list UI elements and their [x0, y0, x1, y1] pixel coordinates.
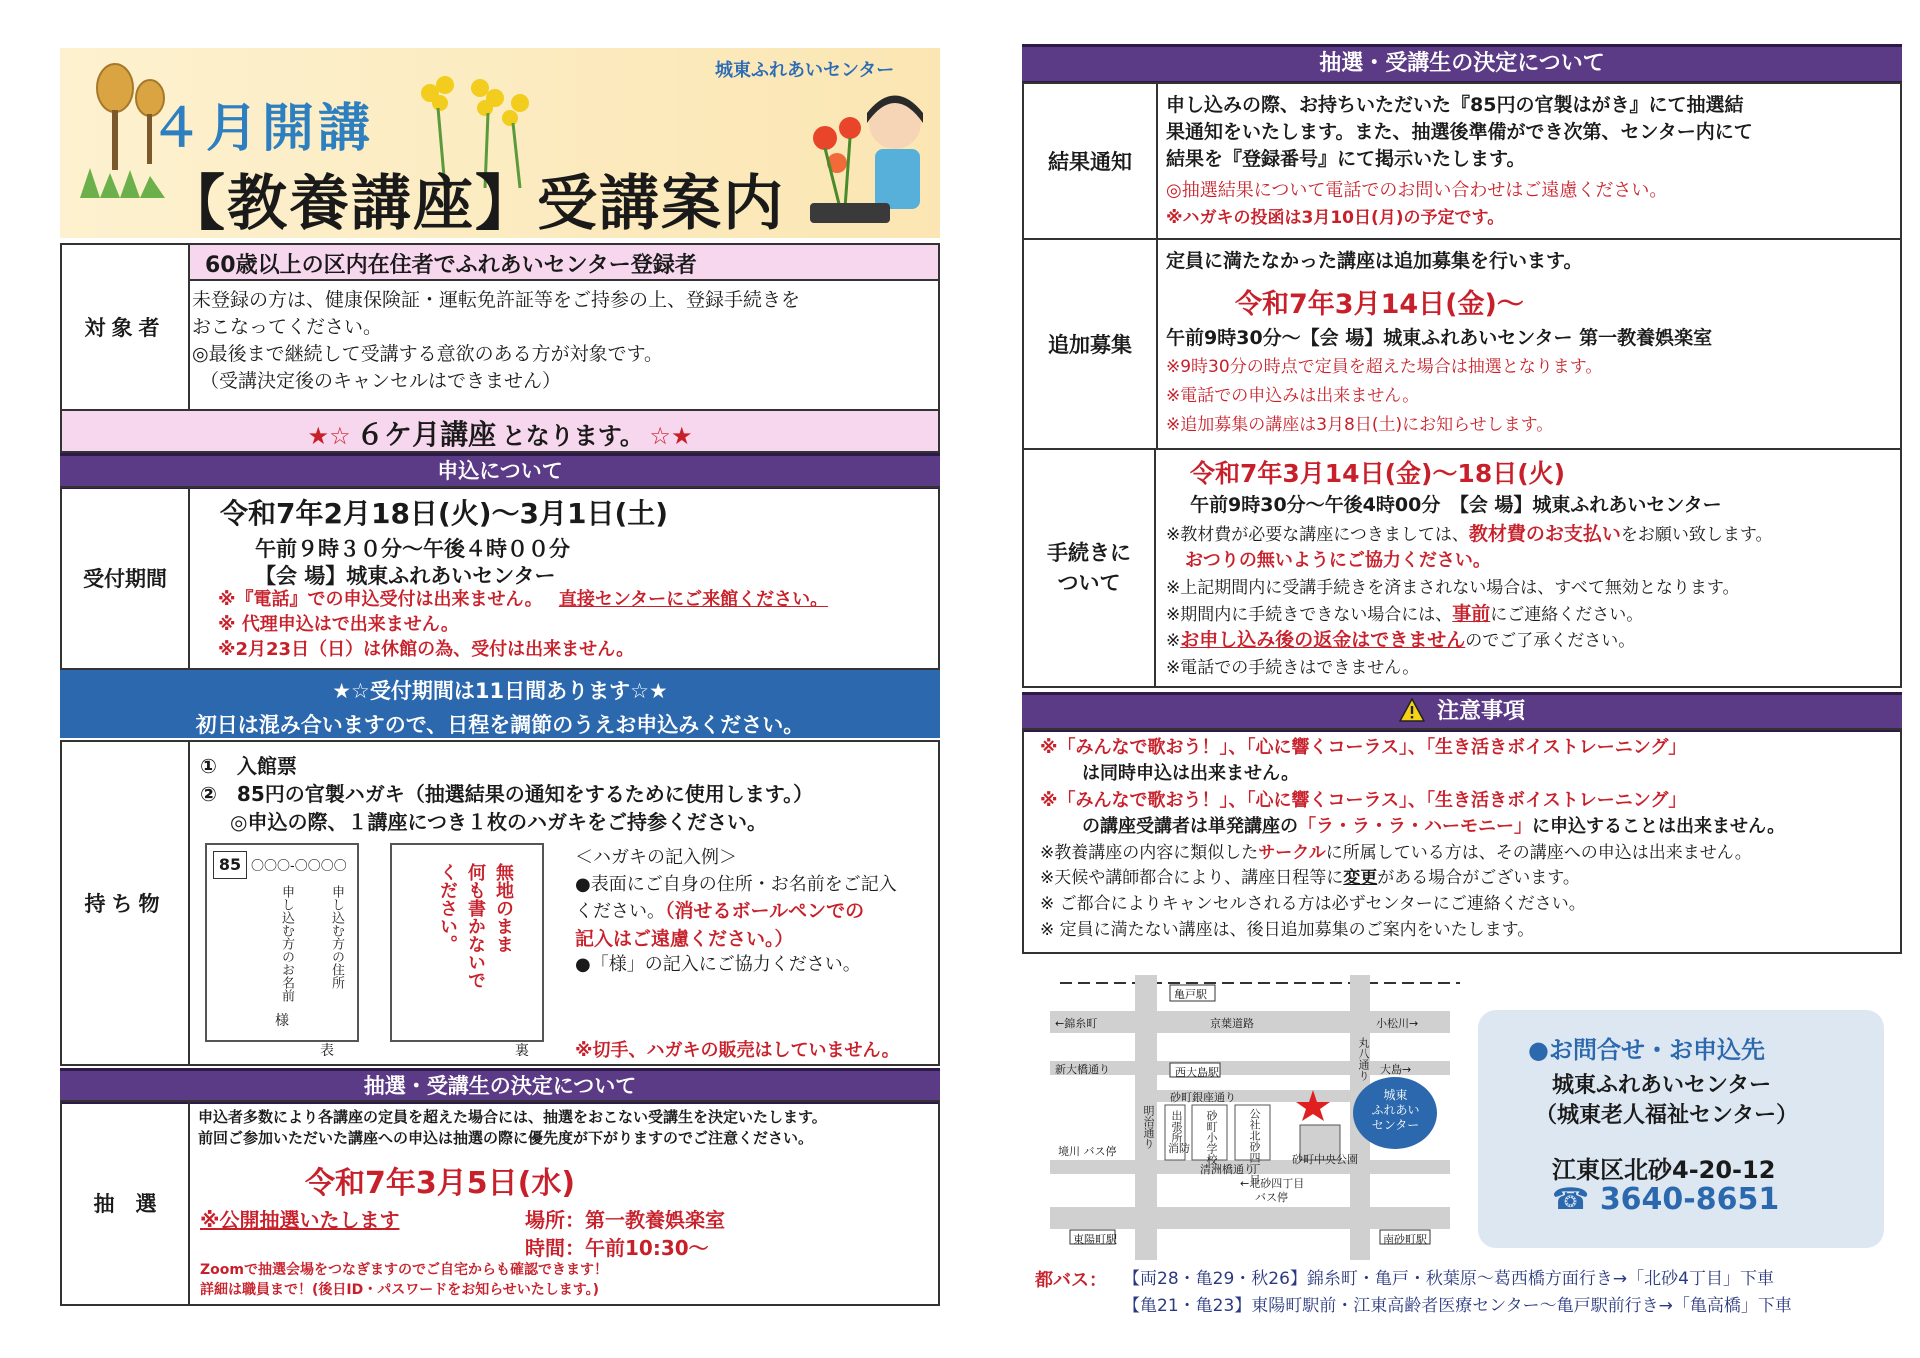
lottery-date: 令和7年3月5日(水)	[305, 1166, 576, 1201]
bus-label: 都バス：	[1035, 1270, 1107, 1291]
six-month-text	[60, 413, 940, 453]
additional-time-venue: 午前9時30分～【会 場】城東ふれあいセンター 第一教養娯楽室	[1166, 327, 1713, 349]
application-time: 午前９時３０分～午後４時００分	[255, 537, 570, 561]
map-nishi-ojima: 西大島駅	[1175, 1066, 1219, 1079]
title-april-start: ４月開講	[150, 99, 375, 159]
item-entry-card: ① 入館票	[200, 754, 297, 778]
page-title: 【教養講座】受講案内	[165, 169, 785, 239]
additional-date: 令和7年3月14日(金)～	[1235, 289, 1524, 320]
six-month-suffix: となります。	[501, 422, 644, 450]
map-sunamachi-school: 砂町小学校	[1205, 1110, 1218, 1165]
caution-line-6	[1040, 866, 1580, 891]
caution-6-suffix: がある場合がございます。	[1377, 868, 1580, 888]
additional-label: 追加募集	[1024, 240, 1158, 448]
caution-line-3: ※「みんなで歌おう！」、「心に響くコーラス」、「生き活きボイストレーニング」	[1040, 790, 1687, 811]
procedure-refund-note	[1166, 628, 1635, 654]
caution-line-1: ※「みんなで歌おう！」、「心に響くコーラス」、「生き活きボイストレーニング」	[1040, 737, 1687, 758]
caution-line-4	[1082, 814, 1785, 840]
header-banner	[60, 48, 940, 238]
result-line-4: ◎抽選結果について電話でのお問い合わせはご遠慮ください。	[1166, 180, 1668, 201]
lottery-time: 時間：午前10:30～	[525, 1236, 709, 1260]
map-kameido-station: 亀戸駅	[1174, 988, 1207, 1001]
map-center-line-3: センター	[1371, 1118, 1420, 1132]
postcard-zip: 〇〇〇-〇〇〇〇	[251, 859, 347, 874]
contact-title: ●お問合せ・お申込先	[1528, 1036, 1765, 1064]
procedure-time-venue: 午前9時30分～午後4時00分 【会 場】城東ふれあいセンター	[1190, 494, 1722, 516]
center-name: 城東ふれあいセンター	[715, 60, 895, 81]
postcard-example-2	[575, 898, 864, 925]
contact-address: 江東区北砂4-20-12	[1552, 1156, 1776, 1184]
caution-bar	[1022, 692, 1902, 732]
postcard-back-text-2: 何も書かないで	[465, 863, 486, 989]
access-map	[1040, 975, 1460, 1260]
woman-ikebana-icon	[795, 83, 940, 233]
result-line-3: 結果を『登録番号』にて掲示いたします。	[1166, 148, 1526, 170]
fee-note-suffix: をお願い致します。	[1620, 525, 1773, 545]
advance-note-suffix: にご連絡ください。	[1490, 605, 1644, 625]
eligibility-line-3: ◎最後まで継続して受講する意欲のある方が対象です。	[192, 343, 664, 365]
postcard-back-text-1: 無地のまま	[493, 863, 514, 953]
map-center-label	[1358, 1088, 1433, 1133]
map-komatsugawa: 小松川→	[1376, 1017, 1419, 1030]
right-lottery-bar: 抽選・受講生の決定について	[1022, 44, 1902, 84]
result-label: 結果通知	[1024, 84, 1158, 238]
caution-4-red: 「ラ・ラ・ラ・ハーモニー」	[1298, 816, 1532, 837]
map-kiyosu-road: 清洲橋通り	[1200, 1163, 1255, 1176]
contact-phone: ☎ 3640-8651	[1552, 1182, 1780, 1217]
note-phone-text: ※『電話』での申込受付は出来ません。	[218, 589, 543, 610]
procedure-advance-note	[1166, 602, 1643, 628]
eligibility-line-1: 未登録の方は、健康保険証・運転免許証等をご持参の上、登録手続きを	[192, 289, 801, 311]
caution-title: 注意事項	[1436, 699, 1525, 724]
application-period-dates: 令和7年2月18日(火)～3月1日(土)	[220, 497, 669, 530]
eligibility-line-2: おこなってください。	[192, 316, 383, 338]
map-maruhachi: 丸八通り	[1357, 1037, 1370, 1081]
procedure-dates: 令和7年3月14日(金)～18日(火)	[1190, 459, 1566, 488]
map-fire-station: 消防	[1168, 1142, 1190, 1155]
map-shin-ohashi: 新大橋通り	[1055, 1063, 1110, 1076]
caution-line-5	[1040, 841, 1752, 866]
postcard-stamp-box: 85	[213, 851, 247, 879]
map-center-line-1: 城東	[1383, 1088, 1408, 1102]
eligibility-headline: 60歳以上の区内在住者でふれあいセンター登録者	[205, 253, 697, 278]
no-stamp-sale-note: ※切手、ハガキの販売はしていません。	[575, 1040, 900, 1061]
map-bus-stop: バス停	[1255, 1191, 1288, 1204]
postcard-address-placeholder: 申し込む方の住所	[329, 885, 344, 989]
postcard-front-caption: 表	[320, 1043, 334, 1059]
map-sakaigawa-bus: 境川 バス停	[1058, 1145, 1117, 1158]
caution-5-red: サークル	[1258, 843, 1326, 863]
map-branch-office: 出張所	[1170, 1110, 1183, 1143]
lottery-line-1: 申込者多数により各講座の定員を超えた場合には、抽選をおこない受講生を決定いたします。	[198, 1108, 827, 1126]
map-kinshicho: ←錦糸町	[1055, 1017, 1098, 1030]
lottery-line-2: 前回ご参加いただいた講座への申込は抽選の際に優先度が下がりますのでご注意ください。	[198, 1129, 814, 1147]
lottery-zoom-2: 詳細は職員まで！(後日ID・パスワードをお知らせいたします。)	[200, 1282, 600, 1298]
application-period-label: 受付期間	[62, 488, 190, 668]
additional-line-1: 定員に満たなかった講座は追加募集を行います。	[1166, 250, 1583, 272]
map-center-line-2: ふれあい	[1371, 1103, 1420, 1117]
refund-note-suffix: のでご了承ください。	[1465, 631, 1636, 651]
caution-5-text: ※教養講座の内容に類似した	[1040, 843, 1259, 863]
caution-line-2: は同時申込は出来ません。	[1082, 763, 1300, 784]
postcard-sama: 様	[275, 1013, 289, 1029]
map-kitasuna-housing: 公社北砂四丁目	[1248, 1108, 1261, 1185]
result-line-5: ※ハガキの投函は3月10日(月)の予定です。	[1166, 208, 1505, 228]
application-note-proxy: ※ 代理申込はで出来ません。	[218, 614, 459, 635]
items-label: 持ち物	[62, 742, 190, 1064]
refund-note-prefix: ※	[1166, 631, 1181, 651]
contact-name: 城東ふれあいセンター	[1552, 1073, 1772, 1098]
caution-line-7: ※ ご都合によりキャンセルされる方は必ずセンターにご連絡ください。	[1040, 894, 1586, 914]
item-postcard-note: ◎申込の際、１講座につき１枚のハガキをご持参ください。	[230, 810, 768, 834]
result-line-1: 申し込みの際、お持ちいただいた『85円の官製はがき』にて抽選結	[1166, 94, 1744, 116]
map-toyocho-station: 東陽町駅	[1073, 1233, 1117, 1246]
stars-right: ☆★	[649, 422, 693, 450]
procedure-invalid-note: ※上記期間内に受講手続きを済まされない場合は、すべて無効となります。	[1166, 578, 1740, 598]
lottery-place: 場所：第一教養娯楽室	[525, 1208, 725, 1232]
caution-6-bold: 変更	[1343, 868, 1378, 888]
warning-icon	[1399, 698, 1425, 722]
map-kitasuna-4: ←北砂四丁目	[1240, 1177, 1305, 1190]
fee-note-red: 教材費のお支払い	[1468, 523, 1621, 545]
lottery-public-note: ※公開抽選いたします	[200, 1208, 400, 1232]
eligibility-line-4: （受講決定後のキャンセルはできません）	[200, 370, 562, 392]
notice-line-1: ★☆受付期間は11日間あります☆★	[332, 679, 668, 703]
result-line-2: 果通知をいたします。また、抽選後準備ができ次第、センター内にて	[1166, 121, 1753, 143]
postcard-back	[390, 843, 544, 1042]
application-note-phone	[218, 587, 828, 613]
postcard-example-2-red: （消せるボールペンでの	[665, 900, 865, 922]
procedure-label: 手続きについて	[1024, 450, 1156, 686]
stars-left: ★☆	[307, 422, 351, 450]
lottery-zoom-1: Zoomで抽選会場をつなぎますのでご自宅からも確認できます！	[200, 1262, 608, 1278]
refund-note-red: お申し込み後の返金はできません	[1180, 629, 1466, 651]
postcard-front	[205, 843, 359, 1042]
additional-note-2: ※電話での申込みは出来ません。	[1166, 386, 1420, 406]
caution-4-suffix: に申込することは出来ません。	[1532, 816, 1786, 837]
lottery-bar: 抽選・受講生の決定について	[60, 1068, 940, 1104]
postcard-back-caption: 裏	[515, 1043, 529, 1059]
note-visit-text: 直接センターにご来館ください。	[558, 589, 829, 610]
procedure-change-note: おつりの無いようにご協力ください。	[1185, 550, 1491, 571]
lottery-label: 抽 選	[62, 1102, 190, 1304]
postcard-example-2-text: ください。	[575, 901, 665, 922]
advance-note-text: ※期間内に手続きできない場合には、	[1166, 605, 1453, 625]
postcard-example-3: 記入はご遠慮ください。）	[575, 928, 794, 950]
bus-route-1: 【両28・亀29・秋26】錦糸町・亀戸・秋葉原～葛西橋方面行き→「北砂4丁目」下車	[1123, 1269, 1774, 1289]
eligibility-label: 対象者	[62, 245, 190, 409]
map-ojima: 大島→	[1380, 1063, 1412, 1076]
caution-4-text: の講座受講者は単発講座の	[1082, 816, 1298, 837]
notice-line-2: 初日は混み合いますので、日程を調節のうえお申込みください。	[195, 713, 805, 737]
postcard-name-placeholder: 申し込む方のお名前	[279, 885, 294, 1002]
map-sunamachi-park: 砂町中央公園	[1292, 1153, 1358, 1166]
application-note-closed: ※2月23日（日）は休館の為、受付は出来ません。	[218, 639, 635, 660]
application-venue: 【会 場】城東ふれあいセンター	[255, 564, 556, 588]
postcard-example-title: ＜ハガキの記入例＞	[575, 847, 737, 868]
procedure-phone-note: ※電話での手続きはできません。	[1166, 658, 1420, 678]
fee-note-text: ※教材費が必要な講座につきましては、	[1166, 525, 1469, 545]
additional-note-3: ※追加募集の講座は3月8日(土)にお知らせします。	[1166, 415, 1554, 435]
contact-subname: （城東老人福祉センター）	[1535, 1103, 1799, 1128]
map-minamisunamachi-station: 南砂町駅	[1383, 1233, 1427, 1246]
postcard-example-1: ●表面にご自身の住所・お名前をご記入	[575, 874, 897, 895]
caution-5-suffix: に所属している方は、その講座への申込は出来ません。	[1325, 843, 1752, 863]
application-bar: 申込について	[60, 453, 940, 489]
postcard-back-text-3: ください。	[437, 863, 458, 953]
caution-line-8: ※ 定員に満たない講座は、後日追加募集のご案内をいたします。	[1040, 920, 1535, 940]
bus-route-2: 【亀21・亀23】東陽町駅前・江東高齢者医療センター～亀戸駅前行き→「亀高橋」下車	[1123, 1296, 1792, 1316]
procedure-fee-note	[1166, 522, 1773, 548]
reception-period-notice	[60, 670, 940, 738]
map-keiyo-road: 京葉道路	[1210, 1017, 1254, 1030]
map-meiji-dori: 明治通り	[1142, 1105, 1155, 1149]
caution-6-text: ※天候や講師都合により、講座日程等に	[1040, 868, 1344, 888]
six-month-course: ６ケ月講座	[356, 418, 497, 451]
postcard-example-4: ●「様」の記入にご協力ください。	[575, 954, 861, 975]
additional-note-1: ※9時30分の時点で定員を超えた場合は抽選となります。	[1166, 357, 1603, 377]
map-sunamachi-ginza: 砂町銀座通り	[1170, 1091, 1236, 1104]
item-postcard: ② 85円の官製ハガキ（抽選結果の通知をするために使用します。）	[200, 782, 814, 806]
advance-note-red: 事前	[1452, 603, 1491, 625]
